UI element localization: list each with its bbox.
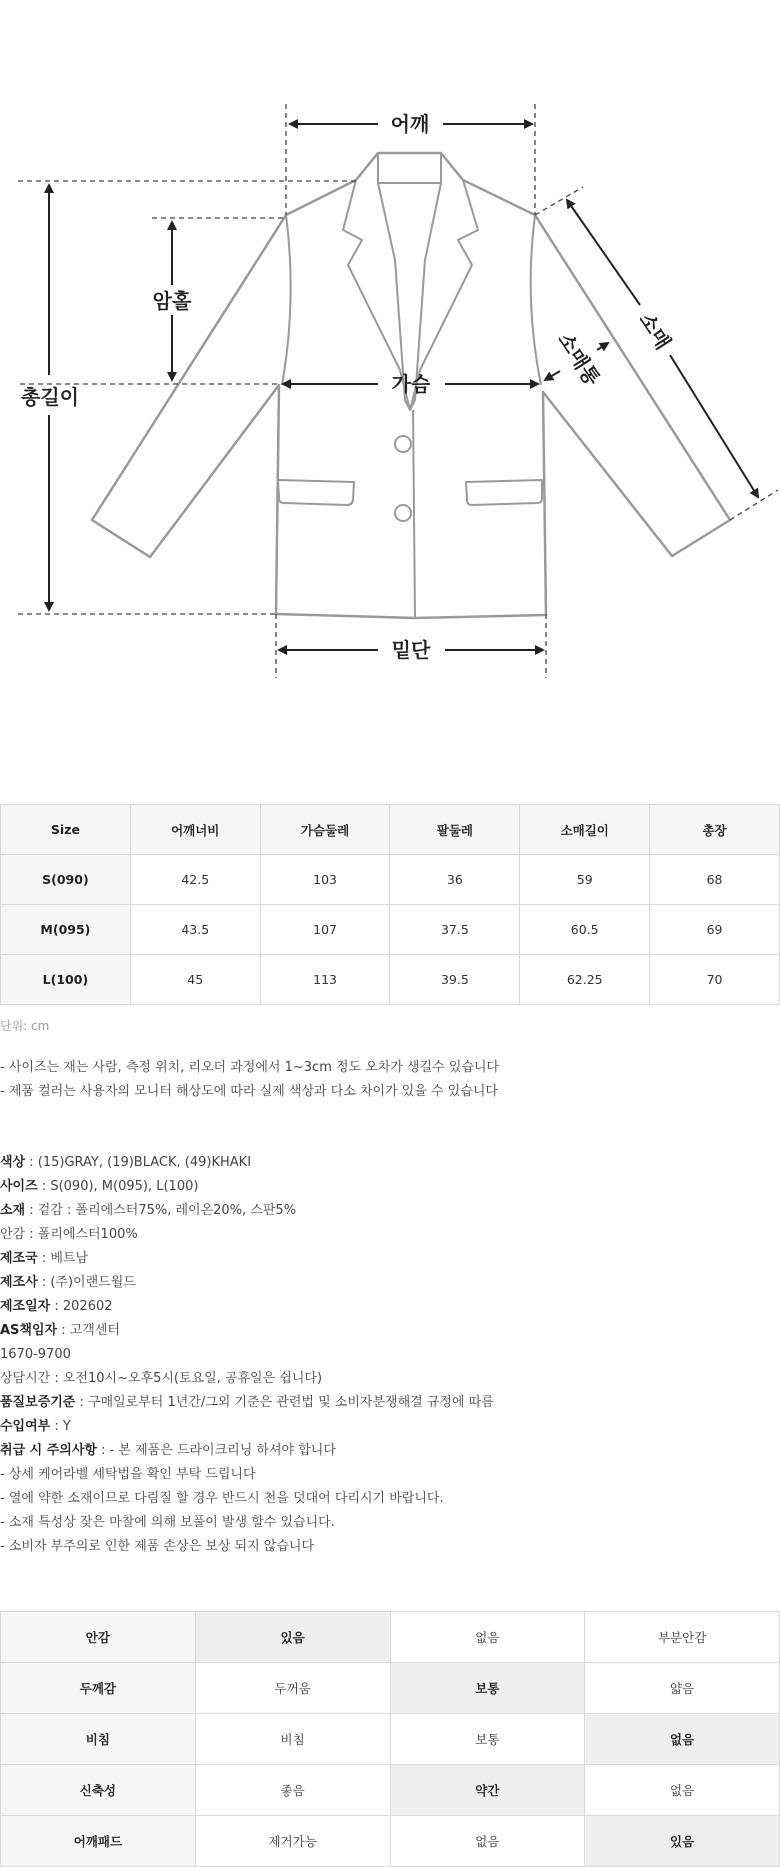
header-total-length: 총장 [650,805,780,855]
unit-note: 단위: cm [0,1019,50,1033]
info-value: - 소재 특성상 잦은 마찰에 의해 보풀이 발생 할수 있습니다. [0,1515,335,1530]
jacket-measurement-diagram [0,0,780,700]
info-value: : Y [50,1419,71,1434]
info-key: 제조국 [0,1251,38,1266]
info-line [0,1151,494,1175]
value-cell: 45 [130,955,260,1005]
info-line [0,1415,494,1439]
feel-option-selected: 없음 [585,1714,780,1765]
info-line [0,1511,494,1535]
product-info [0,1151,494,1559]
feel-row [1,1612,780,1663]
info-value: 상담시간 : 오전10시~오후5시(토요일, 공휴일은 쉽니다) [0,1371,323,1386]
info-key: 수입여부 [0,1419,51,1434]
size-table-header-row [1,805,780,855]
size-cell: L(100) [1,955,131,1005]
size-notices [0,1056,499,1104]
value-cell: 59 [520,855,650,905]
value-cell: 39.5 [390,955,520,1005]
table-row [1,905,780,955]
info-value: : S(090), M(095), L(100) [37,1179,199,1194]
sleeve-width-label: 소매통 [553,328,605,390]
info-line [0,1439,494,1463]
feel-row [1,1663,780,1714]
feel-option: 두꺼움 [195,1663,390,1714]
feel-option: 없음 [585,1765,780,1816]
feel-row-label: 어깨패드 [1,1816,196,1867]
value-cell: 36 [390,855,520,905]
info-value: : 202602 [50,1299,113,1314]
feel-option: 좋음 [195,1765,390,1816]
info-value: : 구매일로부터 1년간/그외 기준은 관련법 및 소비자분쟁해결 규정에 따름 [75,1395,494,1410]
feel-option: 얇음 [585,1663,780,1714]
value-cell: 70 [650,955,780,1005]
fabric-feel-table [0,1611,780,1867]
value-cell: 60.5 [520,905,650,955]
info-line [0,1247,494,1271]
info-value: - 소비자 부주의로 인한 제품 손상은 보상 되지 않습니다 [0,1539,315,1554]
info-key: 취급 시 주의사항 [0,1443,97,1458]
feel-option-selected: 있음 [585,1816,780,1867]
info-line [0,1343,494,1367]
size-table [0,804,780,1005]
chest-label: 가슴 [391,372,431,396]
feel-option-selected: 보통 [390,1663,585,1714]
sleeve-width-arrow [545,371,560,380]
header-size: Size [1,805,131,855]
feel-option: 없음 [390,1816,585,1867]
sleeve-label: 소매 [634,308,676,354]
value-cell: 42.5 [130,855,260,905]
total-length-label: 총길이 [21,385,79,409]
info-line [0,1487,494,1511]
info-value: - 열에 약한 소재이므로 다림질 할 경우 반드시 천을 덧대어 다리시기 바랍니다. [0,1491,444,1506]
notice-line: - 사이즈는 재는 사람, 측정 위치, 리오더 과정에서 1~3cm 정도 오차가 생길수 있습니다 [0,1060,500,1075]
info-value: - 상세 케어라벨 세탁법을 확인 부탁 드립니다 [0,1467,256,1482]
header-sleeve-length: 소매길이 [520,805,650,855]
info-key: 색상 [0,1155,26,1170]
feel-row [1,1765,780,1816]
value-cell: 68 [650,855,780,905]
info-key: 사이즈 [0,1179,38,1194]
info-line [0,1391,494,1415]
info-line [0,1319,494,1343]
size-cell: M(095) [1,905,131,955]
info-key: 소재 [0,1203,26,1218]
value-cell: 62.25 [520,955,650,1005]
feel-row-label: 비침 [1,1714,196,1765]
info-key: 품질보증기준 [0,1395,76,1410]
value-cell: 107 [260,905,390,955]
armhole-label: 암홀 [152,289,192,313]
info-line [0,1295,494,1319]
feel-option: 비침 [195,1714,390,1765]
info-line [0,1367,494,1391]
feel-option: 보통 [390,1714,585,1765]
header-arm: 팔둘레 [390,805,520,855]
info-line [0,1223,494,1247]
shoulder-label: 어깨 [390,112,430,136]
size-cell: S(090) [1,855,131,905]
header-shoulder-width: 어깨너비 [130,805,260,855]
info-value: : - 본 제품은 드라이크리닝 하셔야 합니다 [96,1443,336,1458]
sleeve-width-arrow-2 [597,343,608,350]
info-key: 제조일자 [0,1299,51,1314]
info-value: : 베트남 [37,1251,89,1266]
info-line [0,1271,494,1295]
feel-option-selected: 있음 [195,1612,390,1663]
feel-option: 부분안감 [585,1612,780,1663]
info-value: : (15)GRAY, (19)BLACK, (49)KHAKI [25,1155,252,1170]
value-cell: 43.5 [130,905,260,955]
feel-option: 없음 [390,1612,585,1663]
feel-row-label: 두께감 [1,1663,196,1714]
value-cell: 37.5 [390,905,520,955]
info-key: AS책임자 [0,1323,58,1338]
info-line [0,1199,494,1223]
info-value: : 고객센터 [57,1323,120,1338]
table-row [1,855,780,905]
table-row [1,955,780,1005]
info-key: 제조사 [0,1275,38,1290]
feel-option-selected: 약간 [390,1765,585,1816]
hem-label: 밑단 [391,638,431,662]
header-chest: 가슴둘레 [260,805,390,855]
value-cell: 113 [260,955,390,1005]
info-value: 1670-9700 [0,1347,71,1362]
feel-row [1,1714,780,1765]
feel-row [1,1816,780,1867]
feel-option: 제거가능 [195,1816,390,1867]
value-cell: 103 [260,855,390,905]
notice-line: - 제품 컬러는 사용자의 모니터 해상도에 따라 실제 색상과 다소 차이가 있을 수 있습니다 [0,1084,498,1099]
info-line [0,1535,494,1559]
sleeve-arrow-top [567,200,640,305]
info-value: : (주)이랜드월드 [37,1275,136,1290]
feel-row-label: 신축성 [1,1765,196,1816]
value-cell: 69 [650,905,780,955]
info-value: : 겉감 : 폴리에스터75%, 레이온20%, 스판5% [25,1203,297,1218]
info-line [0,1463,494,1487]
feel-row-label: 안감 [1,1612,196,1663]
info-value: 안감 : 폴리에스터100% [0,1227,138,1242]
info-line [0,1175,494,1199]
sleeve-arrow-bottom [670,355,758,497]
